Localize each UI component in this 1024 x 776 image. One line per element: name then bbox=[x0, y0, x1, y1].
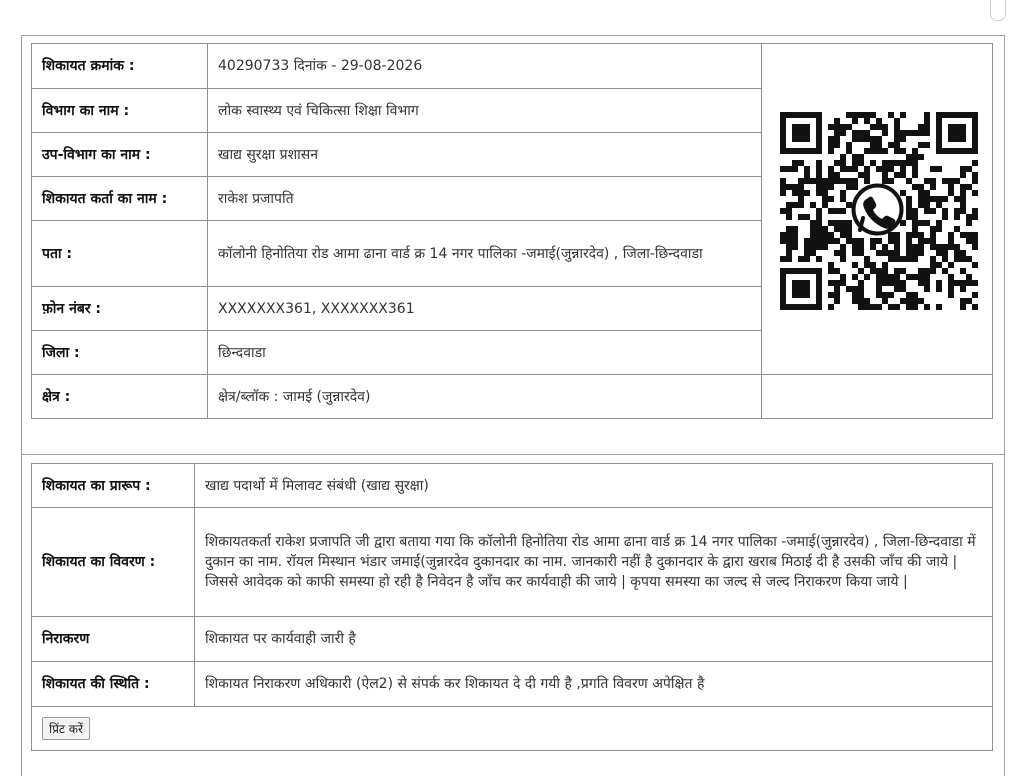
area-value: क्षेत्र/ब्लॉक : जामई (जुन्नारदेव) bbox=[208, 375, 762, 419]
table-row bbox=[32, 464, 993, 508]
complaint-info-table bbox=[31, 43, 993, 419]
phone-number-value: XXXXXXX361, XXXXXXX361 bbox=[208, 287, 762, 331]
complaint-details-table bbox=[31, 463, 993, 751]
complaint-number-value: 40290733 दिनांक - 29-08-2026 bbox=[208, 44, 762, 89]
empty-cell bbox=[762, 375, 993, 419]
department-value: लोक स्वास्थ्य एवं चिकित्सा शिक्षा विभाग bbox=[208, 89, 762, 133]
table-row bbox=[32, 375, 993, 419]
address-value: कॉलोनी हिनोतिया रोड आमा ढाना वार्ड क्र 14 नगर पालिका -जमाई(जुन्नारदेव) , जिला-छिन्दवाडा bbox=[208, 221, 762, 287]
complaint-description-value: शिकायतकर्ता राकेश प्रजापति जी द्वारा बताया गया कि कॉलोनी हिनोतिया रोड आमा ढाना वार्ड क्र 14 नगर पालिका -जमाई(जुन्नारदेव) , जिला-छिन्दवाडा में दुकान का नाम. रॉयल मिस्थान भंडार जमाई(जुन्नारदेव दुकानदार का नाम. जानकारी नहीं है दुकानदार के द्वारा खराब मिठाई दी है उसकी जाँच की जाये | जिससे आवेदक को काफी समस्या हो रही है निवेदन है जाँच कर कार्यवाही की जाये | कृपया समस्या का जल्द से जल्द निराकरण किया जाये | bbox=[195, 508, 993, 617]
complainant-name-value: राकेश प्रजापति bbox=[208, 177, 762, 221]
phone-number-label: फ़ोन नंबर : bbox=[32, 287, 208, 331]
table-row bbox=[32, 617, 993, 662]
resolution-value: शिकायत पर कार्यवाही जारी है bbox=[195, 617, 993, 662]
complaint-type-label: शिकायत का प्रारूप : bbox=[32, 464, 195, 508]
complaint-type-value: खाद्य पदार्थो में मिलावट संबंधी (खाद्य सुरक्षा) bbox=[195, 464, 993, 508]
table-row bbox=[32, 662, 993, 707]
section-divider bbox=[21, 454, 1004, 455]
table-row bbox=[32, 44, 993, 89]
area-label: क्षेत्र : bbox=[32, 375, 208, 419]
qr-code-cell bbox=[762, 44, 993, 375]
complainant-name-label: शिकायत कर्ता का नाम : bbox=[32, 177, 208, 221]
address-label: पता : bbox=[32, 221, 208, 287]
complaint-number-label: शिकायत क्रमांक : bbox=[32, 44, 208, 89]
table-row bbox=[32, 508, 993, 617]
print-button[interactable]: प्रिंट करें bbox=[42, 717, 90, 740]
sub-department-label: उप-विभाग का नाम : bbox=[32, 133, 208, 177]
table-row bbox=[32, 707, 993, 751]
whatsapp-qr-code-icon bbox=[776, 108, 979, 311]
resolution-label: निराकरण bbox=[32, 617, 195, 662]
department-label: विभाग का नाम : bbox=[32, 89, 208, 133]
complaint-description-label: शिकायत का विवरण : bbox=[32, 508, 195, 617]
district-value: छिन्दवाडा bbox=[208, 331, 762, 375]
sub-department-value: खाद्य सुरक्षा प्रशासन bbox=[208, 133, 762, 177]
complaint-status-label: शिकायत की स्थिति : bbox=[32, 662, 195, 707]
district-label: जिला : bbox=[32, 331, 208, 375]
complaint-status-value: शिकायत निराकरण अधिकारी (ऐल2) से संपर्क कर शिकायत दे दी गयी है ,प्रगति विवरण अपेक्षित है bbox=[195, 662, 993, 707]
scrollbar-handle[interactable] bbox=[990, 0, 1006, 21]
print-cell bbox=[32, 707, 993, 751]
